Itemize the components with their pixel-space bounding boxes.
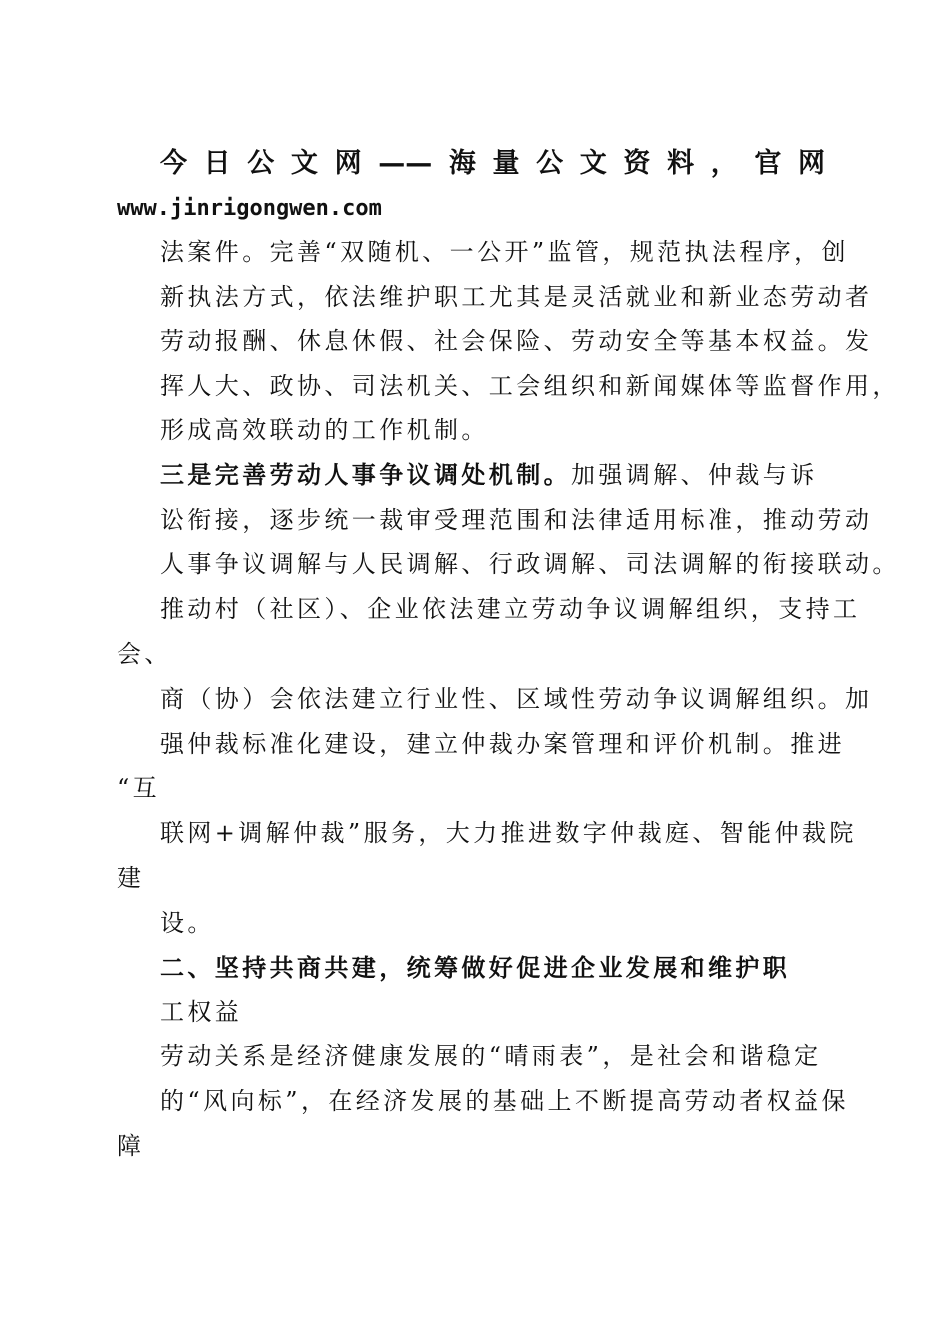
- paragraph-line: 人事争议调解与人民调解、行政调解、司法调解的衔接联动。: [160, 550, 900, 578]
- section-lead-heading: 三是完善劳动人事争议调处机制。: [160, 460, 571, 489]
- paragraph-line: 商（协）会依法建立行业性、区域性劳动争议调解组织。加: [160, 685, 873, 713]
- page-header-title: 今日公文网——海量公文资料，官网: [160, 148, 825, 179]
- paragraph-line: 新执法方式，依法维护职工尤其是灵活就业和新业态劳动者: [160, 283, 873, 311]
- paragraph-line: 强仲裁标准化建设，建立仲裁办案管理和评价机制。推进: [160, 730, 845, 758]
- paragraph-line: 劳动报酬、休息休假、社会保险、劳动安全等基本权益。发: [160, 327, 873, 355]
- page-header-url: www.jinrigongwen.com: [117, 196, 382, 221]
- paragraph-line: 劳动关系是经济健康发展的“晴雨表”，是社会和谐稳定: [160, 1042, 822, 1070]
- section-heading-continued: 工权益: [160, 998, 243, 1026]
- paragraph-line: 建: [117, 864, 145, 892]
- paragraph-line: “互: [117, 774, 161, 802]
- paragraph-line: 法案件。完善“双随机、一公开”监管，规范执法程序，创: [160, 238, 849, 266]
- paragraph-line: 的“风向标”，在经济发展的基础上不断提高劳动者权益保: [160, 1087, 849, 1115]
- section-heading: 二、坚持共商共建，统筹做好促进企业发展和维护职: [160, 953, 791, 982]
- section-lead-text: 加强调解、仲裁与诉: [571, 461, 818, 489]
- paragraph-line: 会、: [117, 640, 172, 668]
- section-lead-line: [160, 460, 818, 490]
- paragraph-line: 形成高效联动的工作机制。: [160, 416, 489, 444]
- paragraph-line: 挥人大、政协、司法机关、工会组织和新闻媒体等监督作用，: [160, 372, 900, 400]
- paragraph-line: 推动村（社区）、企业依法建立劳动争议调解组织，支持工: [160, 595, 861, 623]
- paragraph-line: 讼衔接，逐步统一裁审受理范围和法律适用标准，推动劳动: [160, 506, 873, 534]
- paragraph-line: 障: [117, 1132, 145, 1160]
- paragraph-line: 联网+调解仲裁”服务，大力推进数字仲裁庭、智能仲裁院: [160, 819, 857, 847]
- paragraph-line: 设。: [160, 909, 215, 937]
